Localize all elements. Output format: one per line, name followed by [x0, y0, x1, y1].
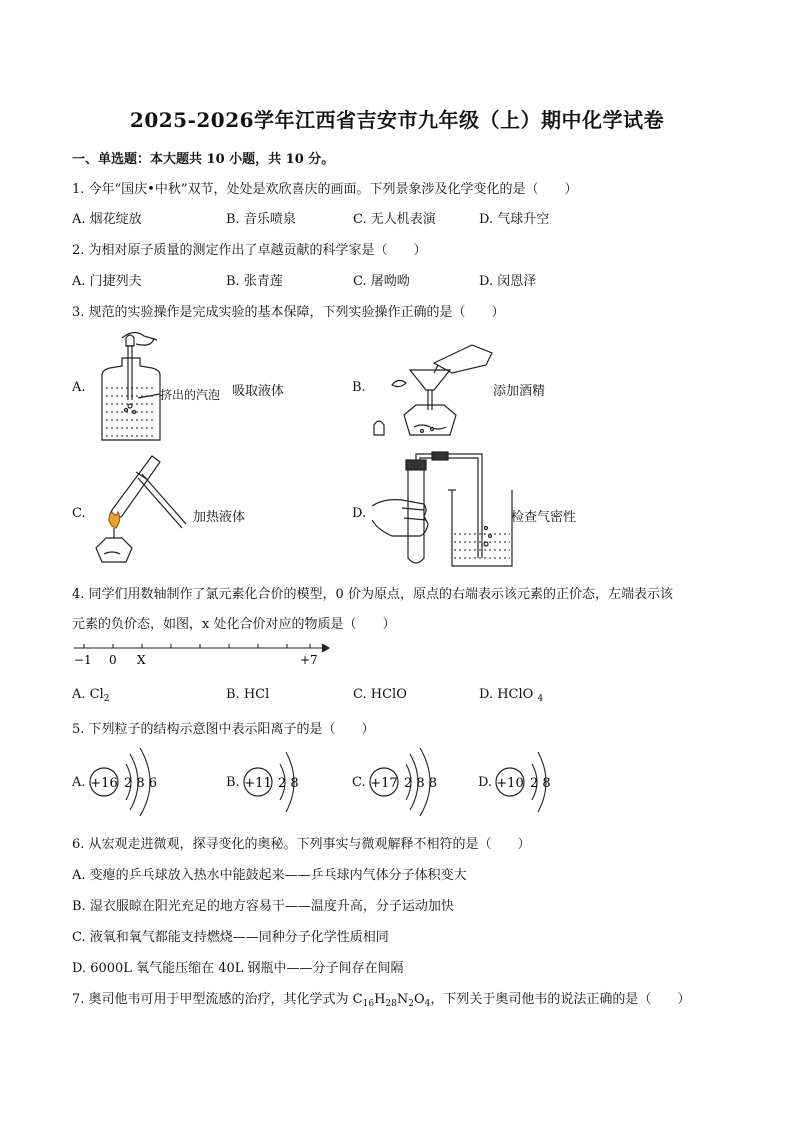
exam-title: 2025-2026学年江西省吉安市九年级（上）期中化学试卷 [129, 108, 665, 132]
question-7-stem: 7. 奥司他韦可用于甲型流感的治疗，其化学式为 $C_{16}H_{28}N_2O_4$，下列关于奥司他韦的说法正确的是（ ） [72, 992, 691, 1009]
question-3-stem: 3. 规范的实验操作是完成实验的基本保障，下列实验操作正确的是（ ） [72, 305, 505, 320]
q1-option-c[interactable]: C. 无人机表演 [353, 212, 436, 227]
alcohol-lamp-funnel-illustration [362, 335, 502, 445]
question-5-stem: 5. 下列粒子的结构示意图中表示阳离子的是（ ） [72, 722, 375, 737]
question-1-stem: 1. 今年“国庆•中秋”双节，处处是欢欣喜庆的画面。下列景象涉及化学变化的是（ ） [72, 182, 578, 197]
q5-option-b-letter[interactable]: B. [226, 775, 240, 790]
axis-label-plus7: +7 [300, 653, 318, 667]
atom-diagram-a [86, 740, 176, 820]
q1-option-b[interactable]: B. 音乐喷泉 [226, 212, 296, 227]
svg-text:+11: +11 [244, 776, 272, 791]
question-4-stem-line2: 元素的负价态，如图，x 处化合价对应的物质是（ ） [72, 617, 396, 632]
svg-text:2 8: 2 8 [530, 776, 551, 791]
q5-option-d-letter[interactable]: D. [478, 775, 493, 790]
q6-option-d[interactable]: D. 6000L 氧气能压缩在 40L 钢瓶中——分子间存在间隔 [72, 961, 404, 976]
q3-a-bubble-callout: 挤出的汽泡 [160, 388, 221, 402]
valence-number-line [72, 640, 337, 670]
q3-option-a-letter[interactable]: A. [72, 380, 86, 395]
q6-option-b[interactable]: B. 湿衣服晾在阳光充足的地方容易干——温度升高，分子运动加快 [72, 899, 454, 914]
heating-test-tube-illustration [82, 452, 192, 567]
atom-diagram-c [366, 740, 456, 820]
axis-label-minus1: −1 [74, 653, 92, 667]
question-2-stem: 2. 为相对原子质量的测定作出了卓越贡献的科学家是（ ） [72, 243, 427, 258]
q4-option-c[interactable]: C. HClO [353, 687, 407, 702]
q6-option-c[interactable]: C. 液氧和氧气都能支持燃烧——同种分子化学性质相同 [72, 930, 389, 945]
q4-option-b[interactable]: B. HCl [226, 687, 270, 702]
airtightness-check-illustration [362, 450, 522, 570]
q5-option-c-letter[interactable]: C. [352, 775, 366, 790]
axis-label-zero: 0 [109, 653, 117, 667]
atom-diagram-d [492, 740, 572, 820]
q6-option-a[interactable]: A. 变瘪的乒乓球放入热水中能鼓起来——乒乓球内气体分子体积变大 [72, 868, 467, 883]
q3-option-c-label: 加热液体 [193, 510, 246, 525]
svg-text:2 8 8: 2 8 8 [404, 776, 438, 791]
atom-diagram-b [240, 740, 320, 820]
svg-text:+17: +17 [370, 776, 398, 791]
q2-option-a[interactable]: A. 门捷列夫 [72, 274, 142, 289]
q2-option-c[interactable]: C. 屠呦呦 [353, 274, 410, 289]
svg-text:+10: +10 [496, 776, 524, 791]
section-heading: 一、单选题：本大题共 10 小题，共 10 分。 [72, 152, 335, 167]
question-6-stem: 6. 从宏观走进微观，探寻变化的奥秘。下列事实与微观解释不相符的是（ ） [72, 837, 531, 852]
svg-text:+16: +16 [90, 776, 118, 791]
q2-option-d[interactable]: D. 闵恩泽 [479, 274, 537, 289]
question-4-stem-line1: 4. 同学们用数轴制作了氯元素化合价的模型，0 价为原点，原点的右端表示该元素的正价态，左端表示该 [72, 587, 673, 602]
q4-option-a[interactable]: A. $Cl_2$ [72, 687, 110, 704]
q1-option-a[interactable]: A. 烟花绽放 [72, 212, 142, 227]
q2-option-b[interactable]: B. 张青莲 [226, 274, 283, 289]
svg-text:2 8 6: 2 8 6 [124, 776, 158, 791]
q3-option-d-letter[interactable]: D. [352, 506, 367, 521]
q3-option-c-letter[interactable]: C. [72, 506, 86, 521]
q5-option-a-letter[interactable]: A. [72, 775, 86, 790]
q3-option-d-label: 检查气密性 [511, 510, 577, 525]
q3-option-a-label: 吸取液体 [232, 384, 285, 399]
q3-option-b-letter[interactable]: B. [352, 380, 366, 395]
q3-option-b-label: 添加酒精 [493, 384, 546, 399]
axis-label-x: X [137, 653, 146, 667]
svg-text:2 8: 2 8 [278, 776, 299, 791]
q4-option-d[interactable]: D. HClO $_4$ [479, 687, 544, 704]
q1-option-d[interactable]: D. 气球升空 [479, 212, 550, 227]
